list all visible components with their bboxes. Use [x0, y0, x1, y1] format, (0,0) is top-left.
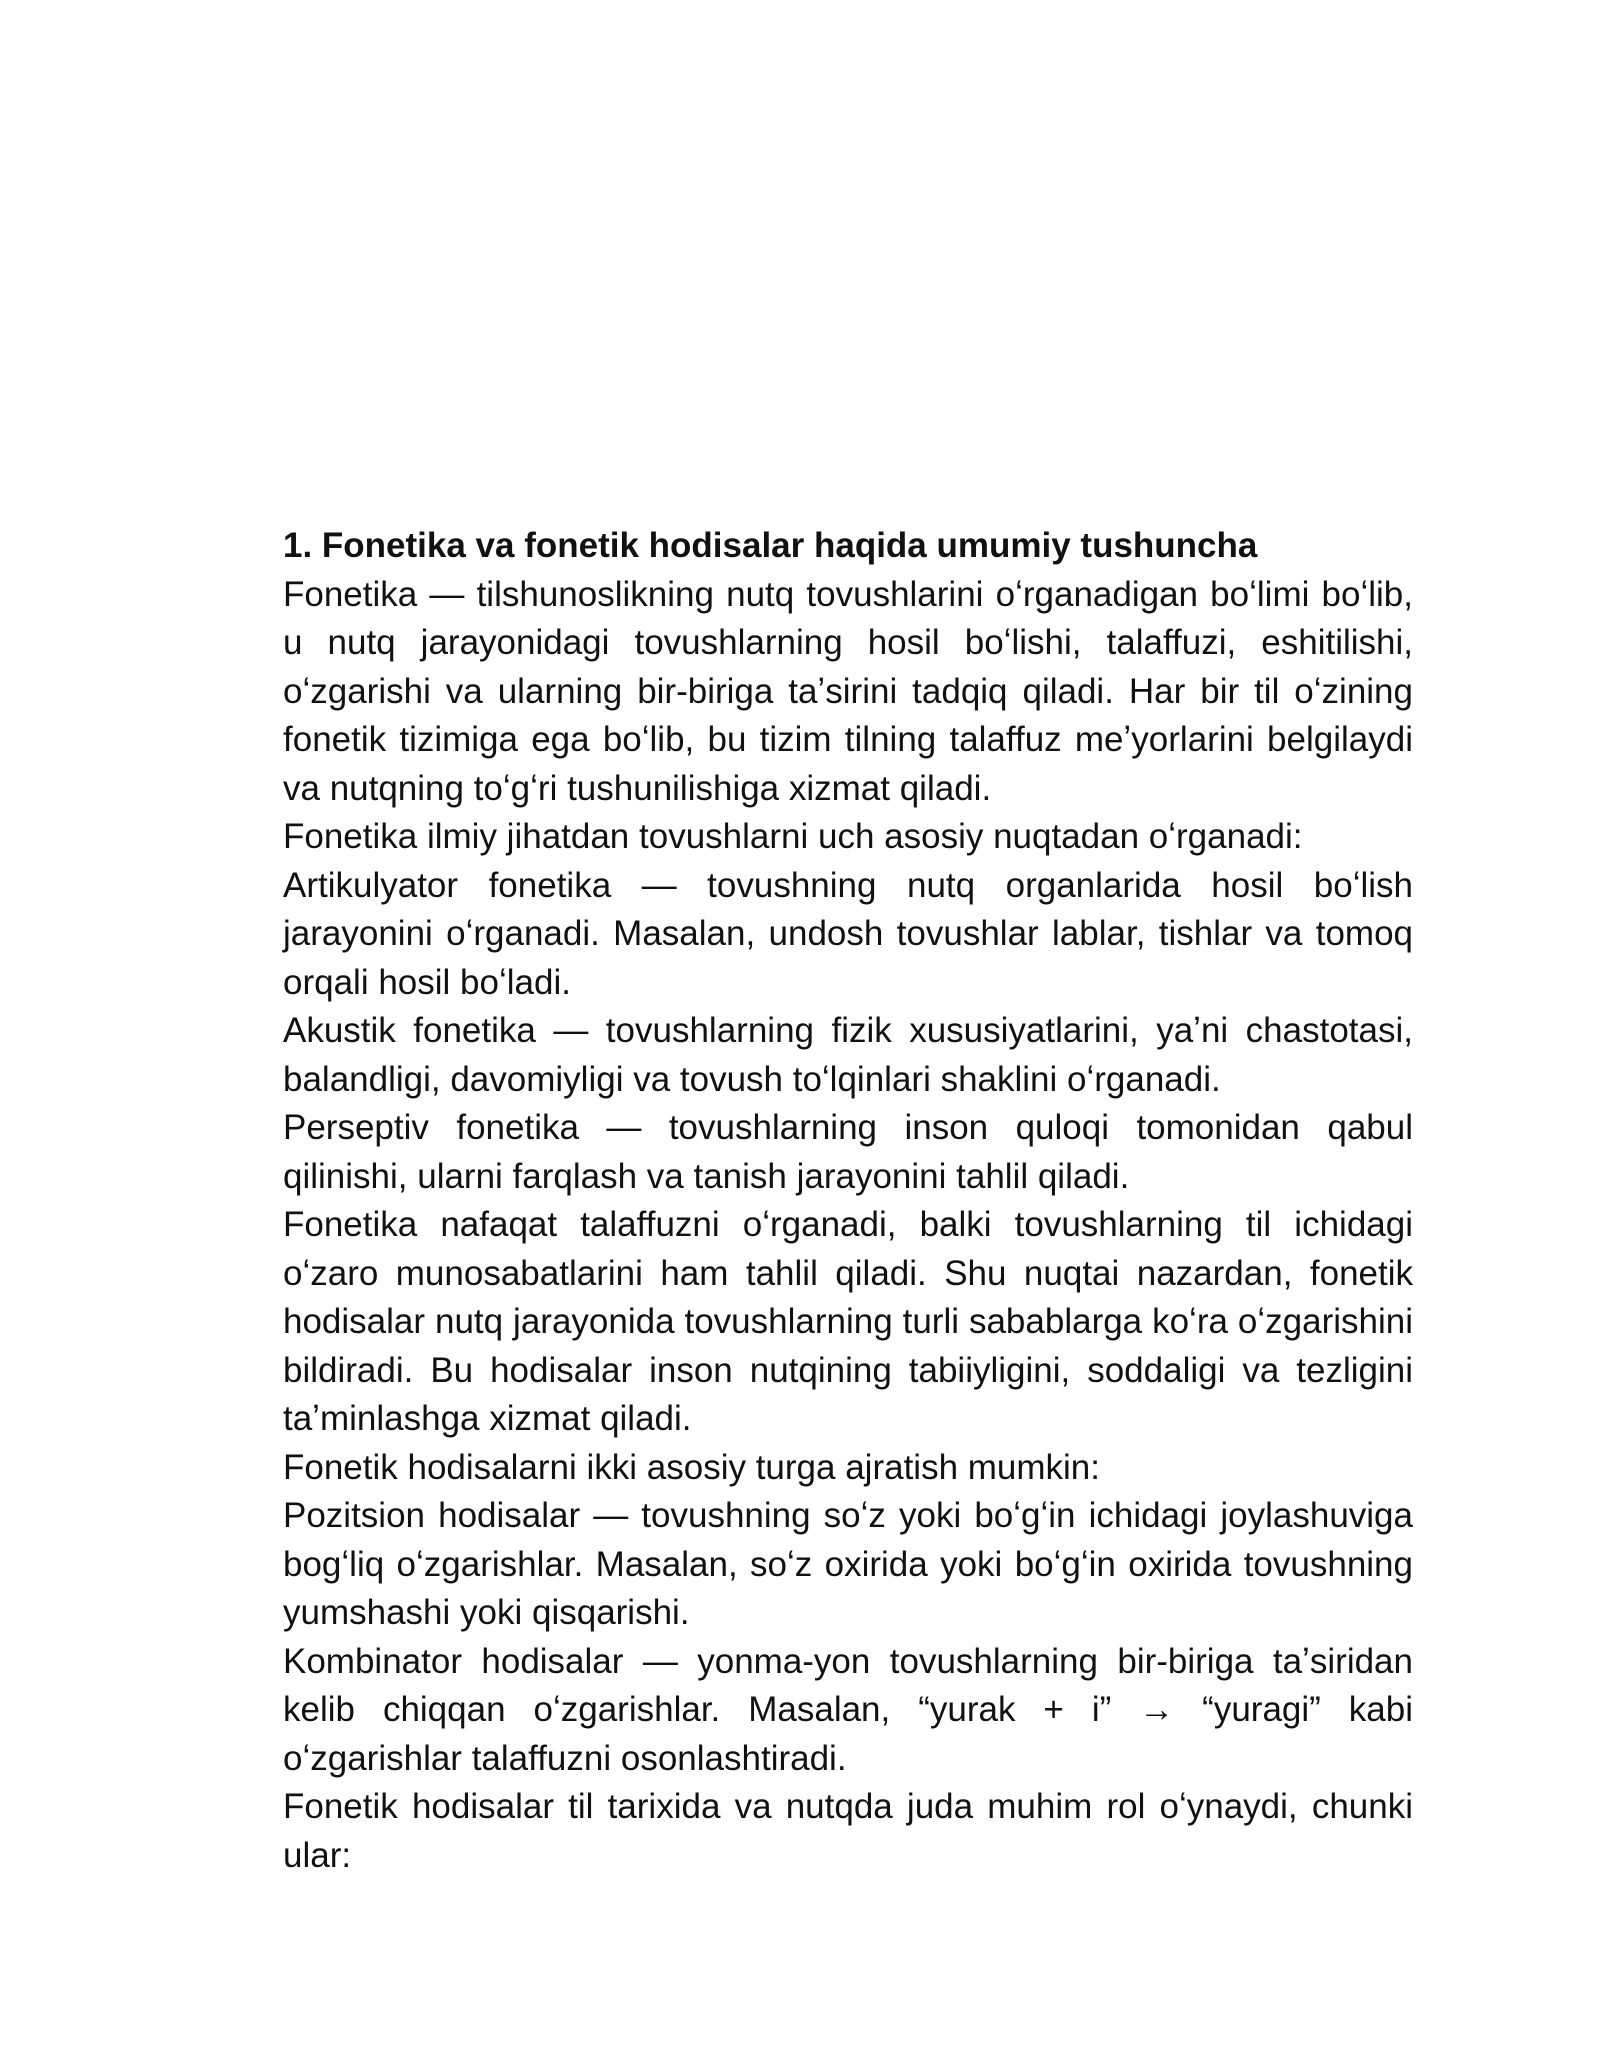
- paragraph-fonetika-definition: Fonetika — tilshunoslikning nutq tovushlarini oʻrganadigan boʻlimi boʻlib, u nutq jarayonidagi tovushlarning hosil boʻlishi, talaffuzi, eshitilishi, oʻzgarishi va ularning bir-biriga taʼsirini tadqiq qiladi. Har bir til oʻzining fonetik tizimiga ega boʻlib, bu tizim tilning talaffuz meʼyorlarini belgilaydi va nutqning toʻgʻri tushunilishiga xizmat qiladi.: [283, 574, 1413, 808]
- paragraph-two-types: Fonetik hodisalarni ikki asosiy turga ajratish mumkin:: [283, 1447, 1100, 1487]
- paragraph-importance: Fonetik hodisalar til tarixida va nutqda juda muhim rol oʻynaydi, chunki ular:: [283, 1787, 1413, 1875]
- paragraph-articulatory: Artikulyator fonetika — tovushning nutq organlarida hosil boʻlish jarayonini oʻrganadi. Masalan, undosh tovushlar lablar, tishlar va tomoq orqali hosil boʻladi.: [283, 865, 1413, 1002]
- paragraph-phonetic-phenomena: Fonetika nafaqat talaffuzni oʻrganadi, balki tovushlarning til ichidagi oʻzaro munosabatlarini ham tahlil qiladi. Shu nuqtai nazardan, fonetik hodisalar nutq jarayonida tovushlarning turli sabablarga koʻra oʻzgarishini bildiradi. Bu hodisalar inson nutqining tabiiyligini, soddaligi va tezligini taʼminlashga xizmat qiladi.: [283, 1205, 1413, 1438]
- paragraph-combinatory: Kombinator hodisalar — yonma-yon tovushlarning bir-biriga taʼsiridan kelib chiqqan oʻzgarishlar. Masalan, “yurak + i” → “yuragi” kabi oʻzgarishlar talaffuzni osonlashtiradi.: [283, 1641, 1413, 1778]
- document-page: [283, 522, 1413, 1880]
- paragraph-acoustic: Akustik fonetika — tovushlarning fizik xususiyatlarini, yaʼni chastotasi, balandligi, davomiyligi va tovush toʻlqinlari shaklini oʻrganadi.: [283, 1011, 1413, 1099]
- paragraph-positional: Pozitsion hodisalar — tovushning soʻz yoki boʻgʻin ichidagi joylashuviga bogʻliq oʻzgarishlar. Masalan, soʻz oxirida yoki boʻgʻin oxirida tovushning yumshashi yoki qisqarishi.: [283, 1496, 1413, 1632]
- paragraph-three-aspects: Fonetika ilmiy jihatdan tovushlarni uch asosiy nuqtadan oʻrganadi:: [283, 817, 1303, 856]
- paragraph-perceptive: Perseptiv fonetika — tovushlarning inson quloqi tomonidan qabul qilinishi, ularni farqlash va tanish jarayonini tahlil qiladi.: [283, 1108, 1413, 1196]
- section-heading: 1. Fonetika va fonetik hodisalar haqida umumiy tushuncha: [283, 526, 1258, 565]
